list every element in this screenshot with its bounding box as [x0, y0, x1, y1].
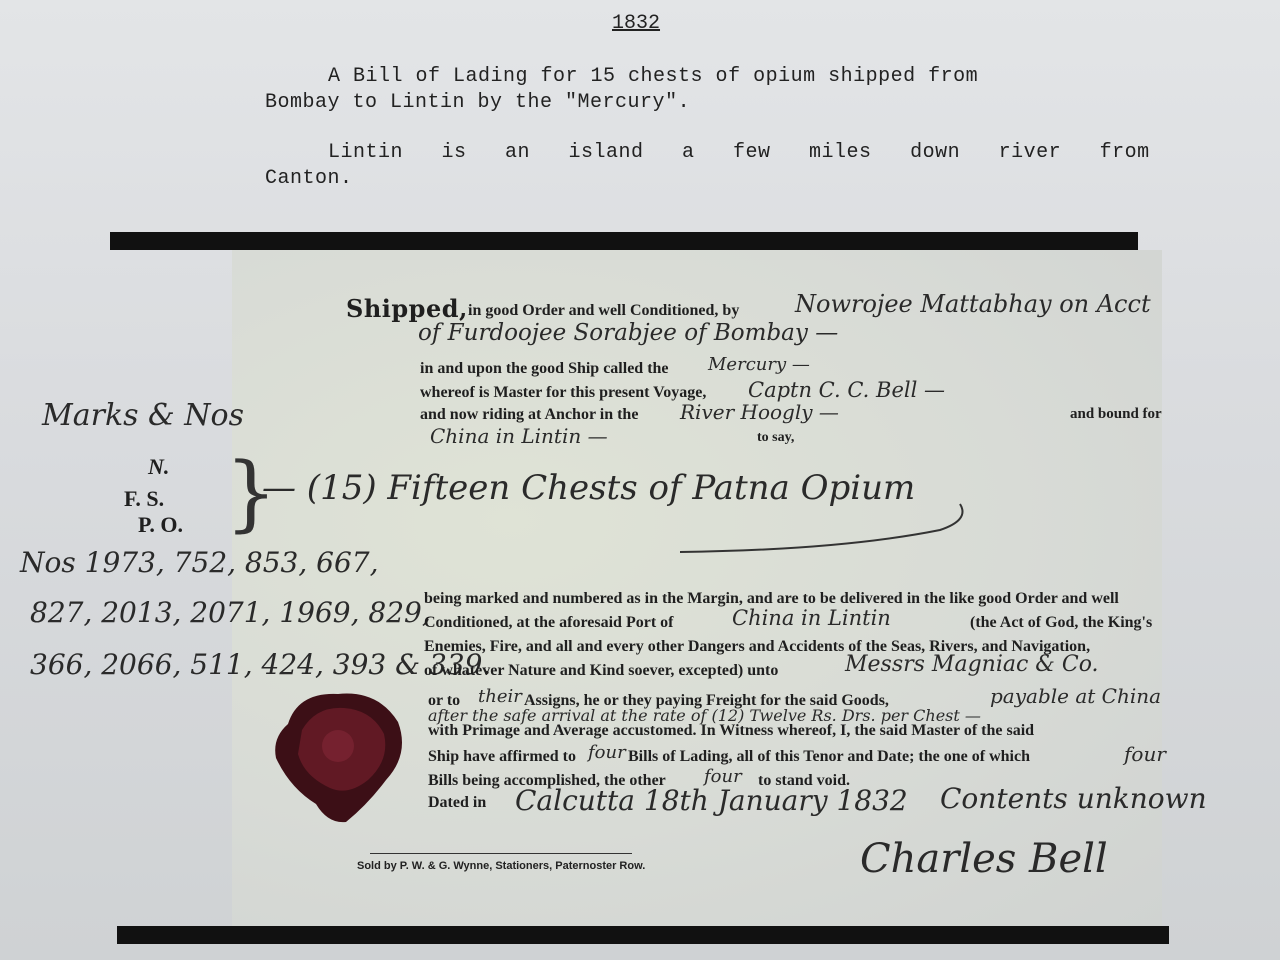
freight-handwriting: payable at China	[990, 684, 1162, 708]
wax-seal	[268, 684, 408, 826]
master-handwriting: Captn C. C. Bell —	[748, 378, 945, 402]
frame-bar-bottom	[117, 926, 1169, 944]
marks-fs: F. S.	[124, 486, 165, 511]
printed-line-anchor: and now riding at Anchor in the	[420, 406, 639, 423]
printed-to-say: to say,	[757, 430, 795, 445]
body-line-5-middle: Assigns, he or they paying Freight for the said Goods,	[524, 692, 889, 709]
date-handwriting: Calcutta 18th January 1832	[515, 784, 908, 817]
body-line-9-end: to stand void.	[758, 772, 851, 789]
body-line-2-end: (the Act of God, the King's	[970, 614, 1153, 631]
caption-paragraph-1-line-1: A Bill of Lading for 15 chests of opium shipped from	[328, 65, 979, 88]
printed-line-ship: in and upon the good Ship called the	[420, 360, 669, 377]
caption-paragraph-2-line-2: Canton.	[265, 167, 353, 190]
anchor-handwriting: River Hoogly —	[680, 400, 839, 424]
destination-handwriting: China in Lintin —	[430, 424, 608, 448]
assigns-handwriting: their	[478, 686, 522, 707]
flourish-underline	[640, 500, 970, 560]
printed-bound-for: and bound for	[1070, 406, 1162, 422]
body-line-5-start: or to	[428, 692, 461, 709]
printed-line-master: whereof is Master for this present Voyage,	[420, 384, 707, 401]
ship-name-handwriting: Mercury —	[708, 354, 810, 375]
body-line-9-start: Bills being accomplished, the other	[428, 772, 666, 789]
chest-numbers-line-1: Nos 1973, 752, 853, 667,	[20, 546, 379, 579]
master-signature: Charles Bell	[860, 836, 1108, 882]
chest-numbers-line-2: 827, 2013, 2071, 1969, 829,	[30, 596, 431, 629]
marks-po: P. O.	[138, 512, 184, 537]
frame-bar-top	[110, 232, 1138, 250]
other-bills-handwriting: four	[704, 766, 742, 787]
body-line-2-start: Conditioned, at the aforesaid Port of	[424, 614, 674, 631]
marks-heading-handwriting: Marks & Nos	[42, 398, 245, 433]
body-line-1: being marked and numbered as in the Margin, and are to be delivered in the like good Order and well	[424, 590, 1119, 607]
dated-in-label: Dated in	[428, 794, 487, 811]
shipped-heading: Shipped,	[346, 294, 468, 323]
caption-year: 1832	[612, 12, 661, 35]
marks-brace: }	[225, 446, 278, 541]
stationer-rule	[370, 853, 632, 854]
body-line-8-middle: Bills of Lading, all of this Tenor and Date; the one of which	[628, 748, 1030, 765]
printed-line-1: in good Order and well Conditioned, by	[468, 302, 740, 319]
port-handwriting: China in Lintin	[732, 606, 891, 630]
body-line-7: with Primage and Average accustomed. In Witness whereof, I, the said Master of the said	[428, 722, 1035, 739]
consignee-handwriting: Messrs Magniac & Co.	[845, 652, 1099, 677]
stationer-imprint: Sold by P. W. & G. Wynne, Stationers, Paternoster Row.	[357, 860, 646, 872]
goods-description-handwriting: — (15) Fifteen Chests of Patna Opium	[262, 468, 916, 508]
caption-paragraph-1-line-2: Bombay to Lintin by the "Mercury".	[265, 91, 691, 114]
chest-numbers-line-3: 366, 2066, 511, 424, 393 & 339.	[30, 648, 492, 681]
body-line-3: Enemies, Fire, and all and every other Dangers and Accidents of the Seas, Rivers, and Navigation,	[424, 638, 1091, 655]
shipper-handwriting-line-2: of Furdoojee Sorabjee of Bombay —	[418, 320, 839, 346]
contents-unknown-handwriting: Contents unknown	[940, 782, 1207, 815]
marks-n: N.	[148, 454, 170, 479]
bills-count-handwriting-2: four	[1124, 742, 1166, 766]
shipper-handwriting: Nowrojee Mattabhay on Acct	[795, 290, 1151, 318]
bills-count-handwriting: four	[588, 742, 626, 763]
body-line-8-start: Ship have affirmed to	[428, 748, 576, 765]
caption-paragraph-2-line-1: Lintin is an island a few miles down river from	[328, 141, 1150, 164]
freight-rate-handwriting: after the safe arrival at the rate of (12) Twelve Rs. Drs. per Chest —	[428, 706, 981, 725]
body-line-4-start: of whatever Nature and Kind soever, excepted) unto	[424, 662, 779, 679]
